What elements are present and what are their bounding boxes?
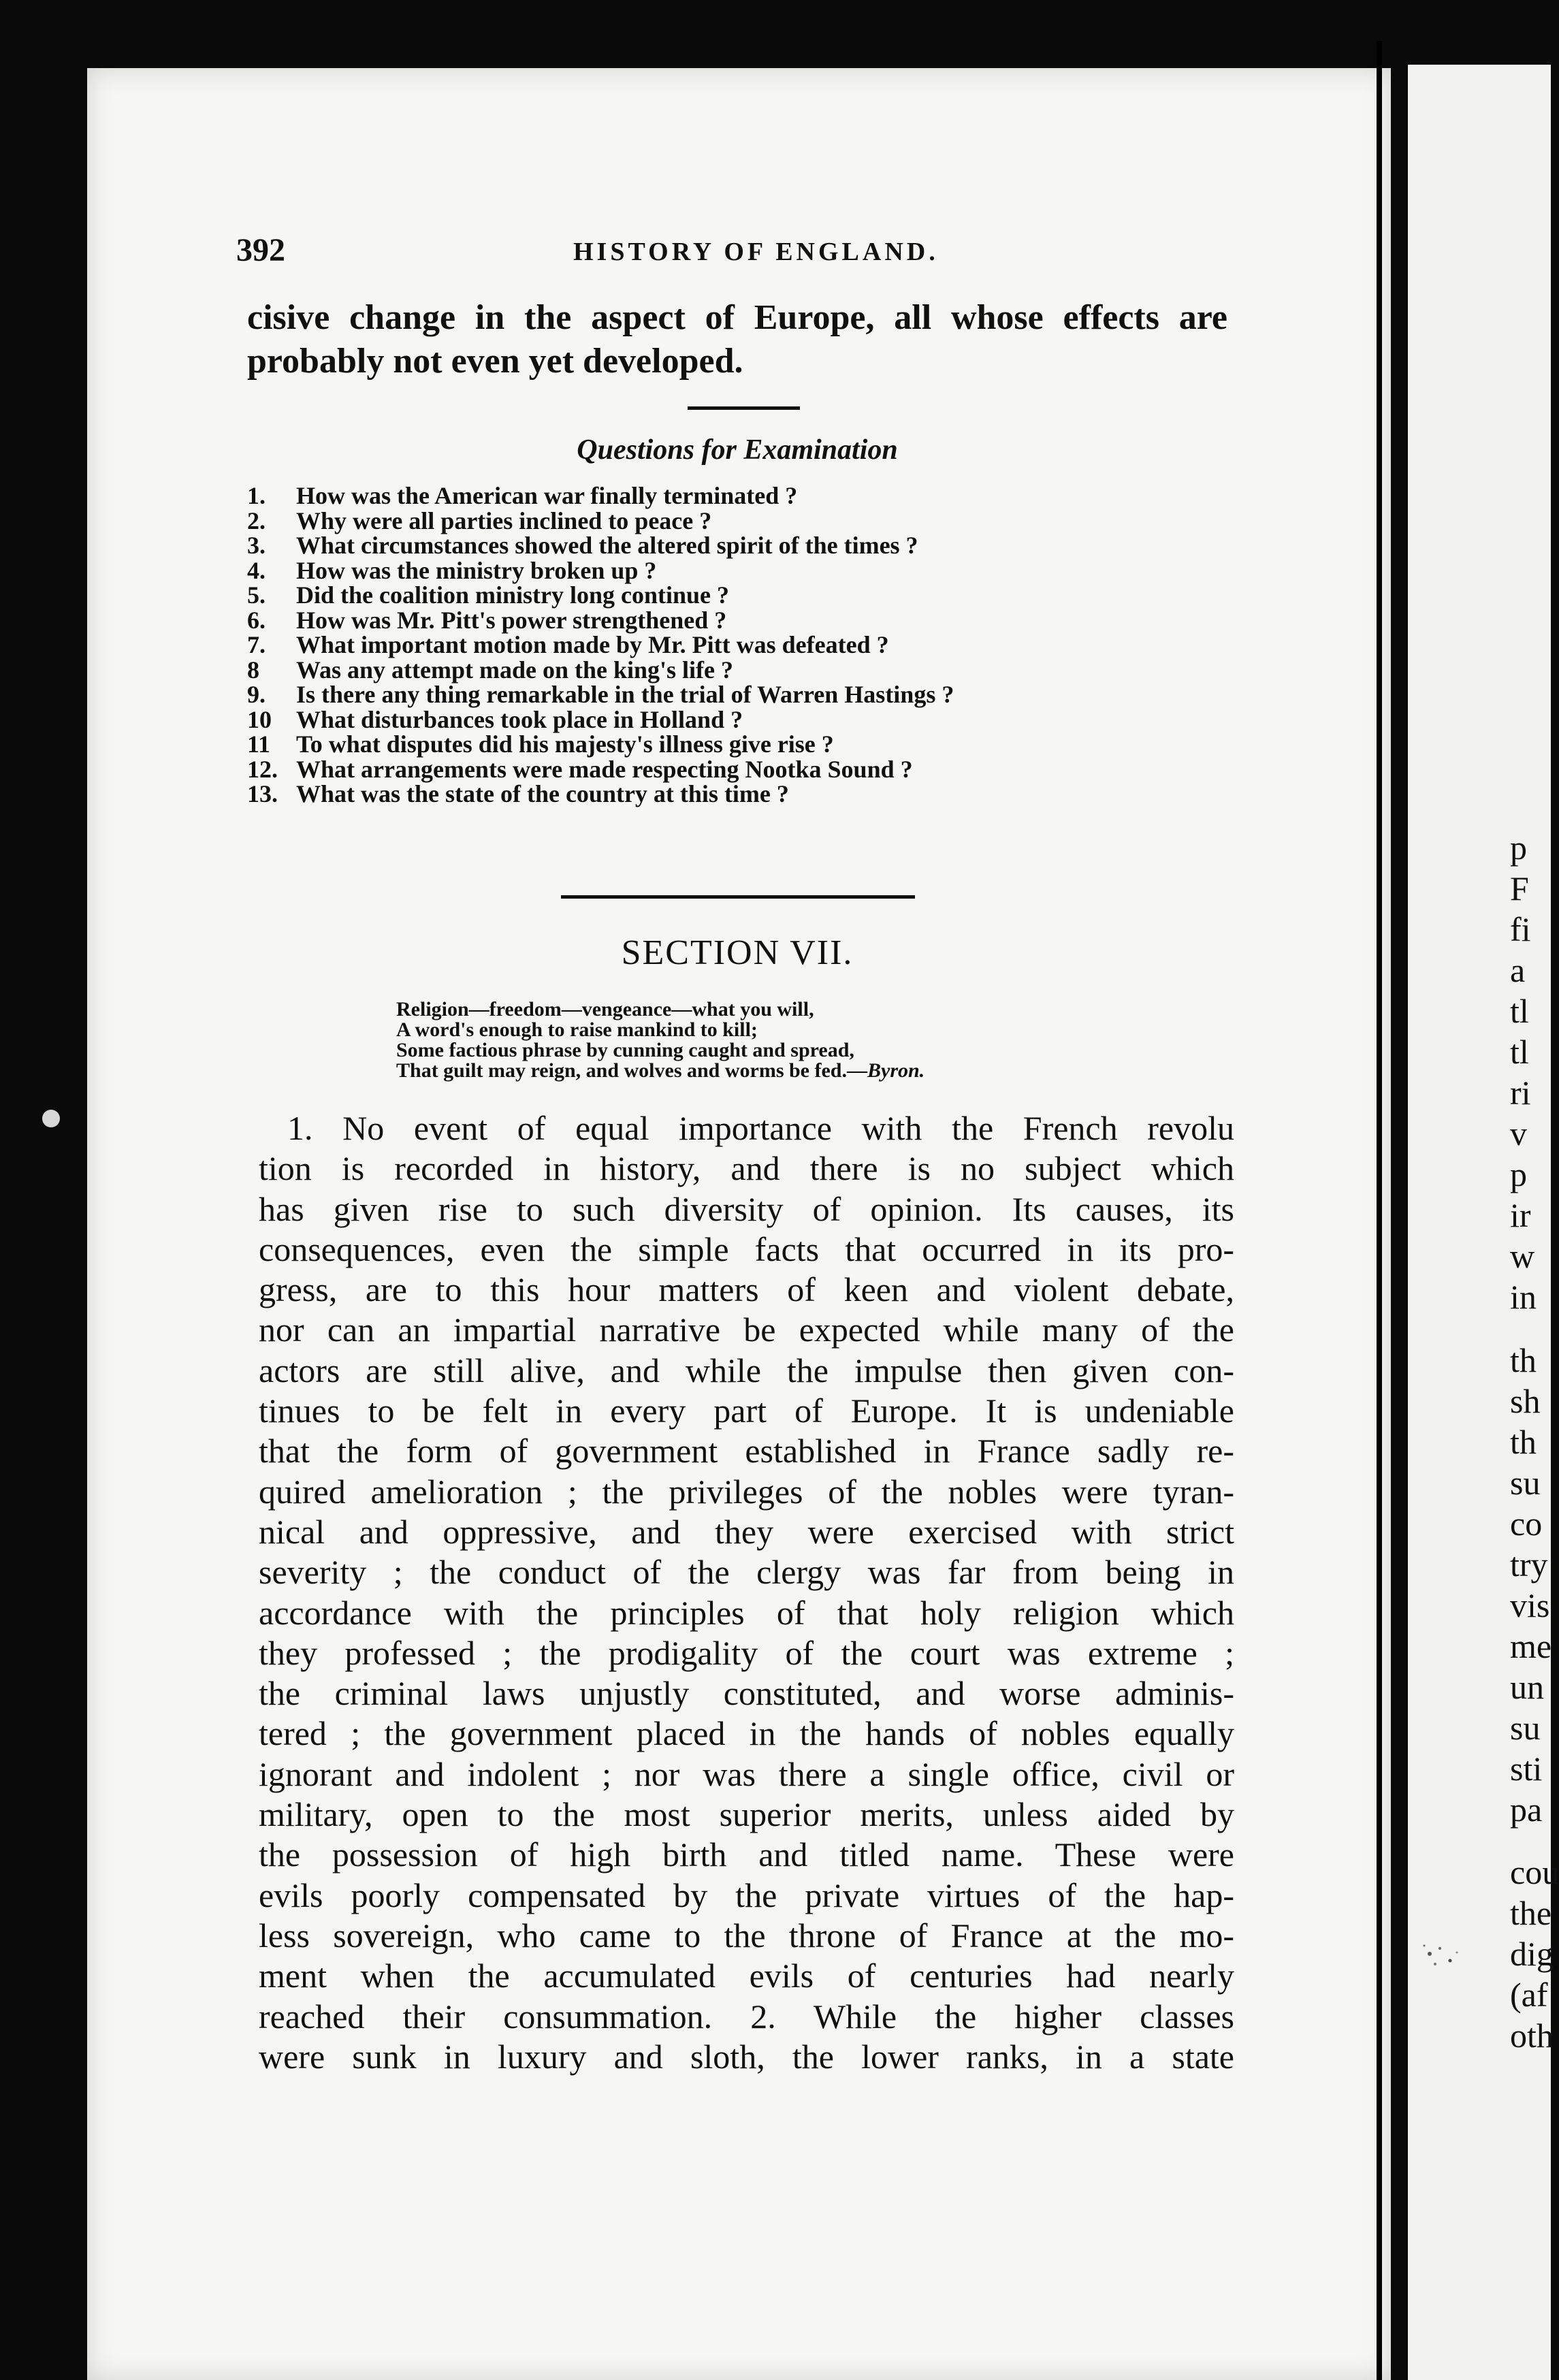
facing-page-fragment: th <box>1510 1423 1537 1461</box>
facing-page-fragment: oth <box>1510 2016 1554 2055</box>
body-line: severity ; the conduct of the clergy was far from being in <box>259 1553 1234 1592</box>
questions-list <box>247 483 1268 807</box>
facing-page-fragment: ri <box>1510 1074 1531 1112</box>
epigraph-line: Religion—freedom—vengeance—what you will, <box>396 998 814 1020</box>
carry-line: probably not even yet developed. <box>247 342 743 381</box>
binding-hole <box>42 1110 60 1127</box>
carry-line: cisive change in the aspect of Europe, all whose effects are <box>247 298 1227 337</box>
facing-page-fragment: su <box>1510 1464 1541 1502</box>
facing-page-fragment: p <box>1510 829 1527 867</box>
question-text: Did the coalition ministry long continue ? <box>296 581 730 609</box>
divider-rule <box>688 406 800 410</box>
body-line: accordance with the principles of that holy religion which <box>259 1593 1234 1632</box>
ink-smudge <box>1416 1933 1491 1974</box>
question-number: 8 <box>247 656 259 684</box>
body-line: they professed ; the prodigality of the court was extreme ; <box>259 1633 1234 1672</box>
body-line: less sovereign, who came to the throne of France at the mo- <box>259 1916 1234 1955</box>
body-line: ignorant and indolent ; nor was there a single office, civil or <box>259 1754 1234 1793</box>
facing-page-fragment: the <box>1510 1894 1552 1932</box>
question-text: What disturbances took place in Holland ? <box>296 705 743 733</box>
facing-page-fragment: in <box>1510 1278 1537 1316</box>
body-line: quired amelioration ; the privileges of the nobles were tyran- <box>259 1472 1234 1511</box>
page-gutter <box>1377 41 1382 2380</box>
question-text: What arrangements were made respecting Nootka Sound ? <box>296 755 913 783</box>
question-item <box>247 533 1268 558</box>
question-number: 13. <box>247 780 278 807</box>
question-item <box>247 707 1268 733</box>
facing-page-fragment: v <box>1510 1114 1527 1153</box>
facing-page-fragment: (af <box>1510 1976 1548 2014</box>
question-text: How was the ministry broken up ? <box>296 556 657 584</box>
body-line: nor can an impartial narrative be expected while many of the <box>259 1310 1234 1349</box>
body-line: consequences, even the simple facts that occurred in its pro- <box>259 1229 1234 1268</box>
body-line: tion is recorded in history, and there is no subject which <box>259 1149 1234 1188</box>
question-item <box>247 608 1268 633</box>
question-number: 2. <box>247 506 266 534</box>
facing-page-fragment: try <box>1510 1545 1548 1583</box>
body-line: were sunk in luxury and sloth, the lower ranks, in a state <box>259 2037 1234 2076</box>
facing-page-fragment: F <box>1510 869 1529 907</box>
facing-page-fragment: un <box>1510 1668 1544 1706</box>
facing-page-fragment: pa <box>1510 1790 1543 1829</box>
body-line: that the form of government established in France sadly re- <box>259 1432 1234 1470</box>
questions-heading: Questions for Examination <box>577 434 898 466</box>
question-text: What circumstances showed the altered spirit of the times ? <box>296 532 918 559</box>
body-line: the possession of high birth and titled name. These were <box>259 1835 1234 1874</box>
question-item <box>247 558 1268 583</box>
question-text: Is there any thing remarkable in the trial of Warren Hastings ? <box>296 681 954 708</box>
epigraph-author: Byron. <box>867 1059 925 1082</box>
question-number: 3. <box>247 532 266 559</box>
facing-page-fragment: fi <box>1510 910 1531 948</box>
question-text: To what disputes did his majesty's illness give rise ? <box>296 730 834 758</box>
facing-page-fragment: w <box>1510 1237 1535 1275</box>
facing-page-fragment: tl <box>1510 992 1529 1030</box>
question-item <box>247 757 1268 782</box>
running-head <box>148 231 1237 279</box>
facing-page-fragment: vis <box>1510 1586 1550 1624</box>
facing-page-fragment: sti <box>1510 1750 1543 1788</box>
running-head-title: HISTORY OF ENGLAND. <box>573 238 939 266</box>
question-item <box>247 632 1268 658</box>
question-number: 1. <box>247 482 266 509</box>
facing-page-fragment: a <box>1510 951 1526 989</box>
question-number: 5. <box>247 581 266 609</box>
question-number: 11 <box>247 730 271 758</box>
facing-page-fragment: su <box>1510 1709 1541 1747</box>
question-number: 7. <box>247 631 266 658</box>
body-line: gress, are to this hour matters of keen and violent debate, <box>259 1270 1234 1309</box>
question-text: What was the state of the country at this time ? <box>296 780 789 807</box>
question-text: How was Mr. Pitt's power strengthened ? <box>296 606 727 634</box>
epigraph-text: That guilt may reign, and wolves and worms be fed.— <box>396 1059 867 1082</box>
question-text: Was any attempt made on the king's life ? <box>296 656 734 684</box>
epigraph-line: Some factious phrase by cunning caught and spread, <box>396 1039 854 1061</box>
facing-page-fragment: sh <box>1510 1382 1541 1420</box>
body-line: ment when the accumulated evils of centuries had nearly <box>259 1957 1234 1995</box>
facing-page-fragment: ir <box>1510 1196 1531 1234</box>
facing-page-fragment: tl <box>1510 1033 1529 1071</box>
body-line: 1. No event of equal importance with the French revolu <box>287 1109 1234 1147</box>
facing-page-fragment: cou <box>1510 1853 1559 1891</box>
question-text: Why were all parties inclined to peace ? <box>296 506 712 534</box>
body-line: has given rise to such diversity of opinion. Its causes, its <box>259 1189 1234 1228</box>
body-line: nical and oppressive, and they were exercised with strict <box>259 1512 1234 1551</box>
question-text: What important motion made by Mr. Pitt was defeated ? <box>296 631 889 658</box>
body-line: evils poorly compensated by the private virtues of the hap- <box>259 1876 1234 1914</box>
question-number: 9. <box>247 681 266 708</box>
body-line: the criminal laws unjustly constituted, and worse adminis- <box>259 1674 1234 1713</box>
question-item <box>247 483 1268 509</box>
body-line: tinues to be felt in every part of Europe. It is undeniable <box>259 1392 1234 1430</box>
page-number: 392 <box>236 232 285 268</box>
carry-over-paragraph <box>247 296 1227 383</box>
facing-page-fragment: co <box>1510 1505 1543 1543</box>
body-line: military, open to the most superior merits, unless aided by <box>259 1795 1234 1834</box>
question-item <box>247 782 1268 807</box>
question-number: 10 <box>247 705 272 733</box>
question-item <box>247 682 1268 707</box>
facing-page-fragment: dig <box>1510 1935 1554 1973</box>
main-paragraph <box>259 1108 1234 2077</box>
section-title: SECTION VII. <box>621 933 854 972</box>
question-item <box>247 658 1268 683</box>
body-line: reached their consummation. 2. While the higher classes <box>259 1997 1234 2036</box>
question-item <box>247 506 1268 534</box>
body-line: tered ; the government placed in the hands of nobles equally <box>259 1714 1234 1753</box>
question-number: 12. <box>247 755 278 783</box>
divider-rule <box>561 895 915 899</box>
question-item <box>247 583 1268 608</box>
question-item <box>247 732 1268 757</box>
facing-page-fragment: me <box>1510 1627 1552 1665</box>
facing-page-fragment: th <box>1510 1341 1537 1379</box>
question-number: 6. <box>247 606 266 634</box>
epigraph-line <box>396 1061 1281 1081</box>
epigraph <box>396 999 1281 1081</box>
question-number: 4. <box>247 556 266 584</box>
epigraph-line: A word's enough to raise mankind to kill; <box>396 1018 758 1041</box>
question-text: How was the American war finally terminated ? <box>296 482 798 509</box>
facing-page-fragment: p <box>1510 1155 1527 1193</box>
body-line: actors are still alive, and while the impulse then given con- <box>259 1351 1234 1389</box>
